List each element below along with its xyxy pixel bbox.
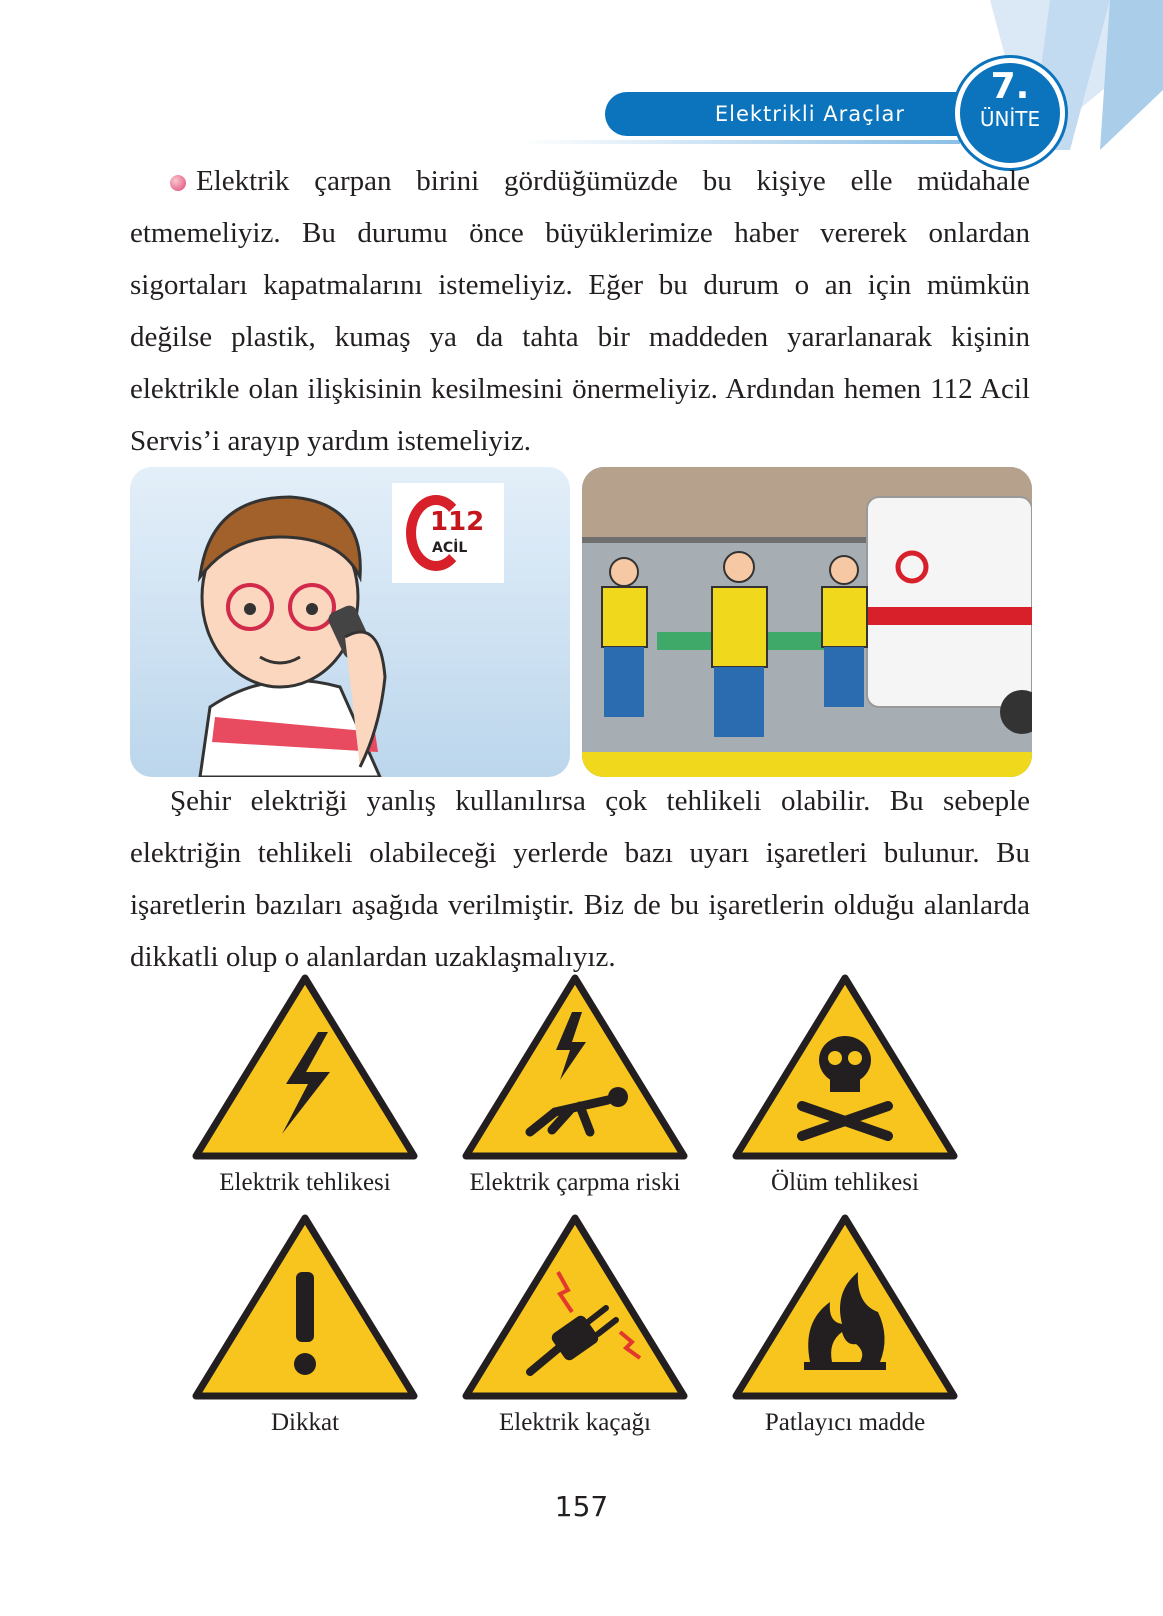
exclamation-icon [190, 1212, 420, 1402]
ambulance-scene-drawing [582, 467, 1032, 777]
unit-label: ÜNİTE [979, 107, 1041, 131]
warning-signs-grid [160, 972, 990, 1492]
unit-badge [955, 58, 1065, 168]
unit-number: 7. [990, 66, 1030, 107]
warning-sign-label: Dikkat [270, 1409, 340, 1436]
warning-sign-electric-shock [445, 972, 705, 1198]
paragraph-first-aid [130, 155, 1030, 467]
illustration-ambulance-stretcher [582, 467, 1032, 777]
warning-sign-label: Ölüm tehlikesi [771, 1169, 919, 1196]
paragraph-warning-signs-text: Şehir elektriği yanlış kullanılırsa çok tehlikeli olabilir. Bu sebeple elektriğin tehlikeli olabileceği yerlerde bazı uyarı işaretleri bulunur. Bu işaretlerin bazıları aşağıda verilmiştir. Biz de bu işaretlerin olduğu alanlarda dikkatli olup o alanlardan uzaklaşmalıyız. [130, 785, 1030, 973]
paragraph-first-aid-text: Elektrik çarpan birini gördüğümüzde bu kişiye elle müdahale etmemeliyiz. Bu durumu önce büyüklerimize haber vererek onlardan sigortaları kapatmalarını istemeliyiz. Eğer bu durum o an için mümkün değilse plastik, kumaş ya da tahta bir maddeden yararlanarak kişinin elektrikle olan ilişkisinin kesilmesini önermeliyiz. Ardından hemen 112 Acil Servis’i arayıp yardım istemeliyiz. [130, 165, 1030, 457]
emergency-logo-word: ACİL [432, 540, 468, 556]
header-underline [520, 140, 960, 144]
warning-sign-electric-leak [445, 1212, 705, 1438]
emergency-112-logo [392, 483, 504, 583]
warning-sign-label: Elektrik tehlikesi [219, 1169, 391, 1196]
page-number: 157 [554, 1490, 609, 1523]
emergency-logo-number: 112 [430, 507, 485, 537]
plug-leak-icon [460, 1212, 690, 1402]
skull-crossbones-icon [730, 972, 960, 1162]
warning-sign-death-hazard [715, 972, 975, 1198]
lightning-bolt-icon [190, 972, 420, 1162]
warning-sign-electric-hazard [175, 972, 435, 1198]
electric-shock-person-icon [460, 972, 690, 1162]
warning-sign-explosive [715, 1212, 975, 1438]
section-title: Elektrikli Araçlar [605, 92, 965, 136]
warning-sign-label: Elektrik kaçağı [498, 1409, 651, 1436]
warning-sign-caution [175, 1212, 435, 1438]
warning-sign-label: Patlayıcı madde [764, 1409, 926, 1436]
paragraph-warning-signs [130, 775, 1030, 983]
flame-icon [730, 1212, 960, 1402]
illustration-boy-calling [130, 467, 570, 777]
boy-on-phone-drawing [130, 467, 570, 777]
bullet-icon [170, 175, 186, 191]
warning-sign-label: Elektrik çarpma riski [469, 1169, 681, 1196]
